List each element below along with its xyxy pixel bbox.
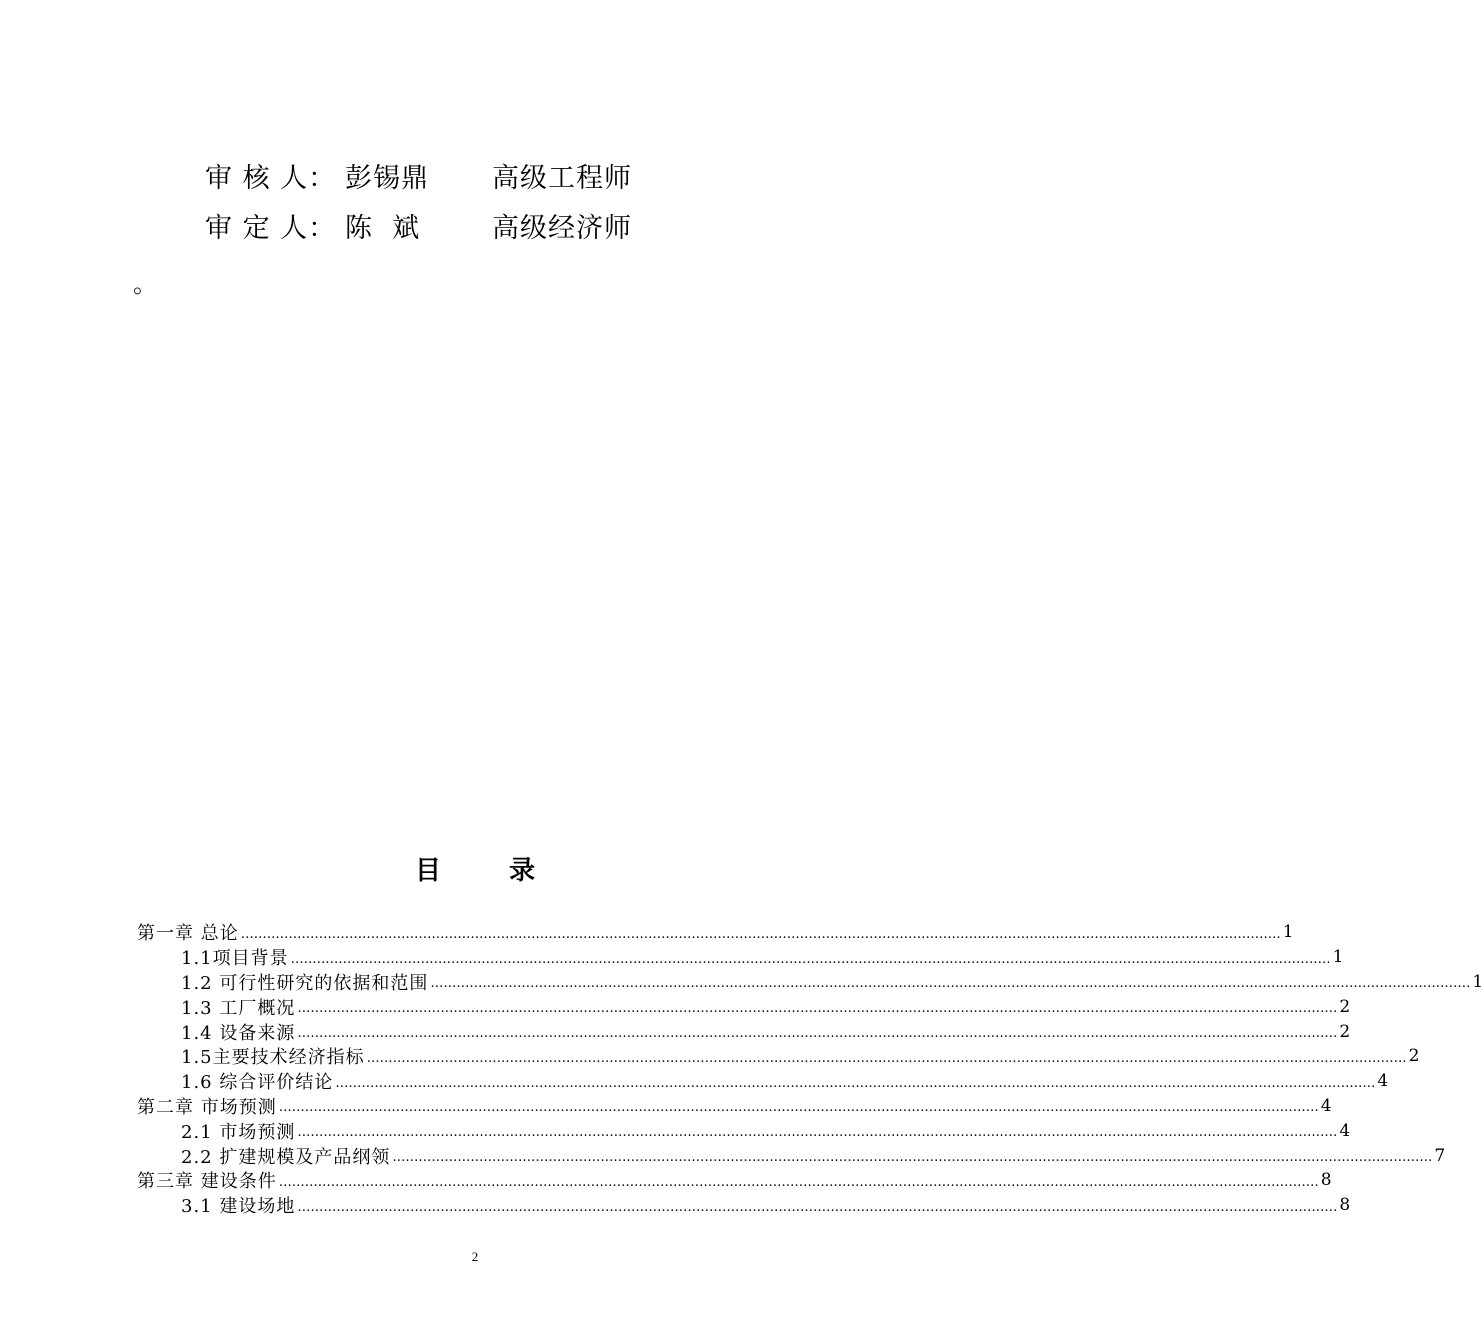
toc-entry-page: 2	[1408, 1046, 1420, 1067]
toc-leader-dots: ……………………………………………………………………………………………………………………………………………………………………………………………………………………	[290, 951, 1331, 967]
approver-role: 审 定 人：	[205, 213, 337, 244]
reviewer-line-1	[205, 156, 632, 195]
toc-entry[interactable]	[137, 970, 1483, 995]
reviewer-name: 彭锡鼎	[345, 163, 429, 194]
toc-entry-label: 1.4 设备来源	[181, 1022, 296, 1044]
toc-leader-dots: ……………………………………………………………………………………………………………………………………………………………………………………………………………………	[297, 1001, 1338, 1017]
toc-entry-label: 1.5主要技术经济指标	[181, 1047, 365, 1069]
toc-entry[interactable]	[137, 1044, 1420, 1069]
toc-entry[interactable]	[137, 1193, 1351, 1218]
toc-entry-page: 8	[1320, 1170, 1332, 1191]
toc-entry-label: 1.2 可行性研究的依据和范围	[181, 973, 429, 994]
toc-leader-dots: ……………………………………………………………………………………………………………………………………………………………………………………………………………………	[297, 1125, 1338, 1141]
toc-leader-dots: ……………………………………………………………………………………………………………………………………………………………………………………………………………………	[278, 1174, 1319, 1190]
toc-leader-dots: ……………………………………………………………………………………………………………………………………………………………………………………………………………………	[430, 976, 1471, 992]
toc-entry-page: 4	[1320, 1095, 1332, 1116]
toc-heading	[0, 850, 950, 887]
toc-entry-label: 2.2 扩建规模及产品纲领	[181, 1146, 391, 1168]
toc-heading-right: 录	[509, 856, 536, 886]
toc-leader-dots: ……………………………………………………………………………………………………………………………………………………………………………………………………………………	[297, 1026, 1338, 1042]
toc-entry[interactable]	[137, 945, 1344, 970]
approver-name: 陈 斌	[345, 213, 421, 244]
toc-entry[interactable]	[137, 1168, 1332, 1193]
toc-entry-label: 1.6 综合评价结论	[181, 1072, 334, 1094]
toc-entry-page: 2	[1339, 996, 1351, 1017]
toc-leader-dots: ……………………………………………………………………………………………………………………………………………………………………………………………………………………	[335, 1075, 1376, 1091]
toc-heading-left: 目	[414, 856, 441, 886]
toc-entry-label: 2.1 市场预测	[181, 1121, 296, 1143]
toc-entry-label: 第三章 建设条件	[137, 1171, 277, 1193]
toc-entry[interactable]	[137, 1069, 1389, 1094]
reviewer-role: 审 核 人：	[205, 163, 337, 194]
toc-entry-label: 3.1 建设场地	[181, 1196, 296, 1218]
toc-entry-page: 1	[1282, 922, 1294, 943]
toc-entry[interactable]	[137, 920, 1294, 945]
toc-entry[interactable]	[137, 1143, 1446, 1168]
toc-entry[interactable]	[137, 994, 1351, 1019]
toc-entry-page: 2	[1339, 1021, 1351, 1042]
toc-entry-page: 1	[1332, 947, 1344, 968]
toc-entry-label: 第一章 总论	[137, 923, 239, 945]
toc-entry[interactable]	[137, 1118, 1351, 1143]
approver-title: 高级经济师	[492, 213, 632, 244]
toc-entry[interactable]	[137, 1094, 1332, 1119]
reviewer-line-2	[205, 206, 632, 245]
toc-entry-page: 7	[1434, 1145, 1446, 1166]
toc-entry-page: 1	[1472, 971, 1483, 992]
stray-punctuation: 。	[133, 270, 157, 298]
toc-entry-page: 4	[1377, 1071, 1389, 1092]
toc-leader-dots: ……………………………………………………………………………………………………………………………………………………………………………………………………………………	[297, 1199, 1338, 1215]
toc-leader-dots: ……………………………………………………………………………………………………………………………………………………………………………………………………………………	[240, 926, 1281, 942]
toc-entry-label: 第二章 市场预测	[137, 1096, 277, 1118]
toc-entry-label: 1.3 工厂概况	[181, 997, 296, 1019]
page-number: 2	[471, 1249, 479, 1264]
reviewer-title: 高级工程师	[492, 163, 632, 194]
toc-entry[interactable]	[137, 1019, 1351, 1044]
toc-entry-label: 1.1项目背景	[181, 948, 289, 970]
toc-entry-page: 8	[1339, 1195, 1351, 1216]
toc-entry-page: 4	[1339, 1120, 1351, 1141]
table-of-contents	[137, 920, 1483, 1218]
toc-leader-dots: ……………………………………………………………………………………………………………………………………………………………………………………………………………………	[392, 1150, 1433, 1166]
toc-leader-dots: ……………………………………………………………………………………………………………………………………………………………………………………………………………………	[366, 1050, 1407, 1066]
toc-leader-dots: ……………………………………………………………………………………………………………………………………………………………………………………………………………………	[278, 1100, 1319, 1116]
